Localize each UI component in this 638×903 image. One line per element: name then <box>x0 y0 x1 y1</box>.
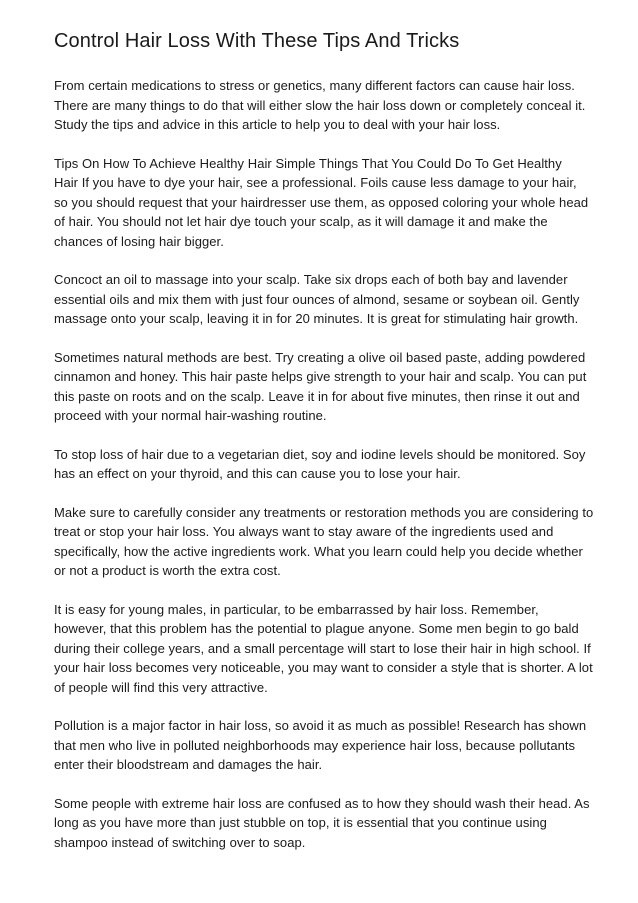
text-line: treat or stop your hair loss. You always want to stay aware of the ingredients used and <box>54 524 554 539</box>
text-line: of people will find this very attractive. <box>54 679 268 695</box>
text-line: massage onto your scalp, leaving it in for 20 minutes. It is great for stimulating hair growth. <box>54 311 579 326</box>
text-line: enter their bloodstream and damages the hair. <box>54 757 323 772</box>
text-line: Tips On How To Achieve Healthy Hair Simple Things That You Could Do To Get Healthy <box>54 155 562 171</box>
text-line: this paste on roots and on the scalp. Leave it in for about five minutes, then rinse it out and <box>54 388 580 404</box>
text-line: Pollution is a major factor in hair loss, so avoid it as much as possible! Research has shown <box>54 718 587 733</box>
text-line: Make sure to carefully consider any treatments or restoration methods you are considering to <box>54 504 594 520</box>
text-line: so you should request that your hairdresser use them, as opposed coloring your whole head <box>54 194 589 210</box>
text-line: long as you have more than just stubble on top, it is essential that you continue using <box>54 815 547 830</box>
text-line: essential oils and mix them with just four ounces of almond, sesame or soybean oil. Gently <box>54 291 580 307</box>
paragraph <box>54 794 594 853</box>
text-line: proceed with your normal hair-washing routine. <box>54 408 327 423</box>
paragraph <box>54 445 594 484</box>
paragraph <box>54 348 594 426</box>
text-line: From certain medications to stress or genetics, many different factors can cause hair loss. <box>54 78 575 93</box>
text-line: Hair If you have to dye your hair, see a professional. Foils cause less damage to your hair, <box>54 175 577 190</box>
text-line: of hair. You should not let hair dye touch your scalp, as it will damage it and make the <box>54 214 548 229</box>
paragraph <box>54 716 594 775</box>
text-line: or not a product is worth the extra cost. <box>54 563 281 578</box>
text-line: your hair loss becomes very noticeable, you may want to consider a style that is shorter. A lot <box>54 660 593 675</box>
paragraph <box>54 503 594 581</box>
paragraph <box>54 76 594 135</box>
document-page <box>54 28 594 871</box>
text-line: It is easy for young males, in particular, to be embarrassed by hair loss. Remember, <box>54 601 539 617</box>
text-line: Sometimes natural methods are best. Try creating a olive oil based paste, adding powdered <box>54 349 586 365</box>
text-line: specifically, how the active ingredients work. What you learn could help you decide whether <box>54 543 583 559</box>
text-line: however, that this problem has the potential to plague anyone. Some men begin to go bald <box>54 621 579 636</box>
paragraph <box>54 600 594 698</box>
text-line: during their college years, and a small percentage will start to lose their hair in high school. If <box>54 640 591 656</box>
text-line: Some people with extreme hair loss are confused as to how they should wash their head. As <box>54 795 590 811</box>
text-line: There are many things to do that will either slow the hair loss down or completely conceal it. <box>54 97 586 113</box>
text-line: that men who live in polluted neighborhoods may experience hair loss, because pollutants <box>54 737 576 753</box>
article-body <box>54 76 594 852</box>
paragraph <box>54 270 594 329</box>
text-line: Concoct an oil to massage into your scalp. Take six drops each of both bay and lavender <box>54 272 568 287</box>
page-title: Control Hair Loss With These Tips And Tricks <box>54 30 460 52</box>
text-line: Study the tips and advice in this article to help you to deal with your hair loss. <box>54 117 501 132</box>
text-line: cinnamon and honey. This hair paste helps give strength to your hair and scalp. You can put <box>54 369 587 384</box>
text-line: shampoo instead of switching over to soap. <box>54 834 306 850</box>
paragraph <box>54 154 594 252</box>
text-line: has an effect on your thyroid, and this can cause you to lose your hair. <box>54 466 461 481</box>
text-line: chances of losing hair bigger. <box>54 233 224 249</box>
text-line: To stop loss of hair due to a vegetarian diet, soy and iodine levels should be monitored. Soy <box>54 446 586 462</box>
